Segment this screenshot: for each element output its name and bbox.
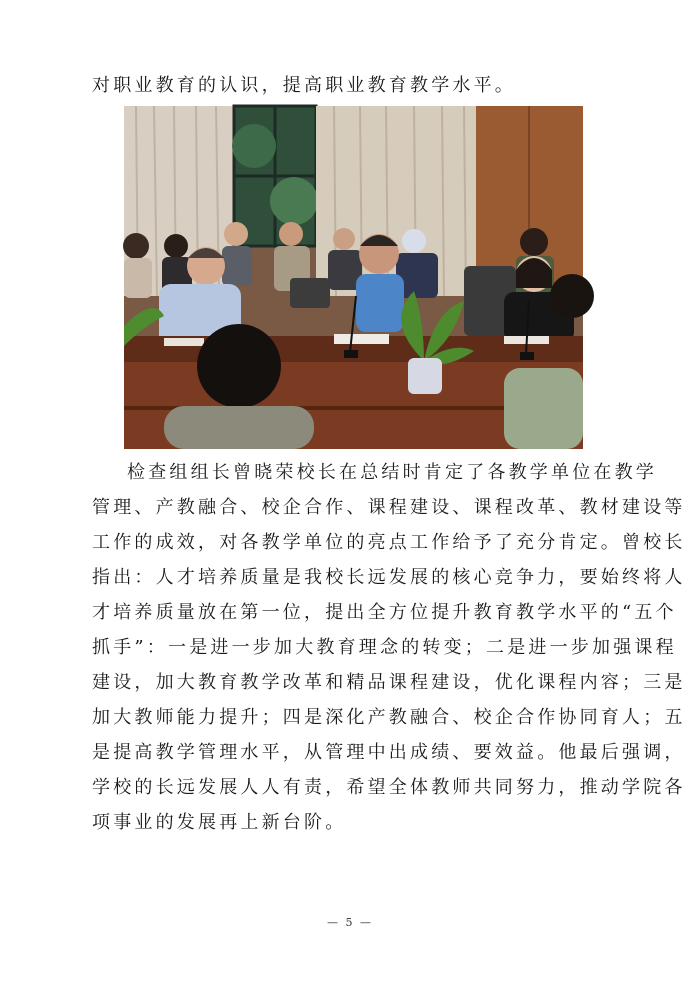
paragraph-line: 才培养质量放在第一位，提出全方位提升教育教学水平的“五个 xyxy=(92,602,677,623)
paragraph-line: 工作的成效，对各教学单位的亮点工作给予了充分肯定。曾校长 xyxy=(92,532,686,553)
paragraph-line: 项事业的发展再上新台阶。 xyxy=(92,812,347,833)
paragraph-continuation-line: 对职业教育的认识，提高职业教育教学水平。 xyxy=(92,75,516,96)
page-number: — 5 — xyxy=(327,916,373,929)
paragraph-line: 指出：人才培养质量是我校长远发展的核心竞争力，要始终将人 xyxy=(92,567,686,588)
paragraph-line: 加大教师能力提升；四是深化产教融合、校企合作协同育人；五 xyxy=(92,707,686,728)
paragraph-line: 学校的长远发展人人有责，希望全体教师共同努力，推动学院各 xyxy=(92,777,686,798)
paragraph-line: 是提高教学管理水平，从管理中出成绩、要效益。他最后强调， xyxy=(92,742,686,763)
paragraph-line: 检查组组长曾晓荣校长在总结时肯定了各教学单位在教学 xyxy=(127,462,657,483)
paragraph-line: 抓手”：一是进一步加大教育理念的转变；二是进一步加强课程 xyxy=(92,637,677,658)
paragraph-line: 建设，加大教育教学改革和精品课程建设，优化课程内容；三是 xyxy=(92,672,686,693)
paragraph-line: 管理、产教融合、校企合作、课程建设、课程改革、教材建设等 xyxy=(92,497,686,518)
meeting-photo-illustration xyxy=(124,106,583,449)
meeting-photo xyxy=(124,106,583,449)
